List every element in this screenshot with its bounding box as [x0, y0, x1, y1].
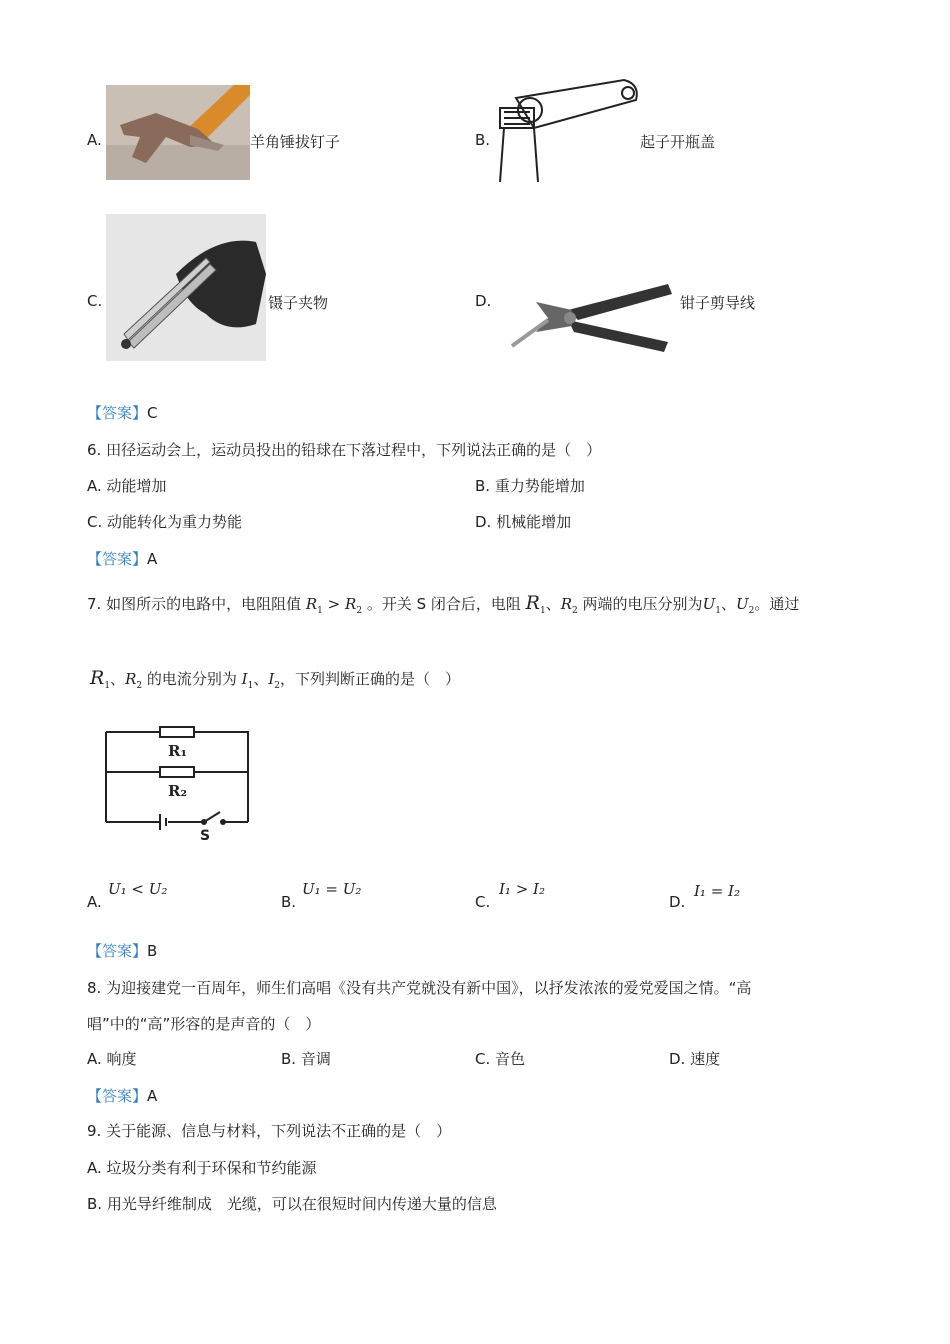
q7-option-d-letter: D.: [669, 893, 686, 911]
q8-option-d: D. 速度: [669, 1050, 721, 1068]
q7-answer: 【答案】B: [87, 942, 158, 960]
q7-option-a-expr: U₁ < U₂: [108, 880, 168, 898]
q6-answer: 【答案】A: [87, 550, 158, 568]
tweezers-icon: [106, 214, 266, 361]
q7-line2-end: ，下列判断正确的是（ ）: [280, 670, 461, 688]
q5-option-c-caption: 镊子夹物: [268, 294, 329, 312]
q7-line2: $R_1$、$R_2$ 的电流分别为 $I_1$、$I_2$，下列判断正确的是（ ）: [90, 667, 461, 691]
circuit-r1-label: R₁: [168, 742, 188, 760]
q6-stem: 6. 田径运动会上，运动员投出的铅球在下落过程中，下列说法正确的是（ ）: [87, 441, 602, 459]
q7-option-c-expr: I₁ > I₂: [499, 880, 545, 898]
q8-option-a: A. 响度: [87, 1050, 137, 1068]
hammer-icon: [106, 85, 250, 180]
q5-option-a-letter: A.: [87, 131, 102, 149]
q5-option-d-caption: 钳子剪导线: [680, 294, 756, 312]
q5-option-b-letter: B.: [475, 131, 491, 149]
circuit-diagram: [100, 722, 256, 844]
q7-option-c-letter: C.: [475, 893, 491, 911]
q5-answer: 【答案】C: [87, 404, 158, 422]
q8-answer: 【答案】A: [87, 1087, 158, 1105]
q7-line1-end: 。通过: [754, 595, 800, 613]
q9-stem: 9. 关于能源、信息与材料，下列说法不正确的是（ ）: [87, 1122, 452, 1140]
answer-value: C: [147, 404, 158, 422]
q8-option-c: C. 音色: [475, 1050, 526, 1068]
answer-label: 答案: [102, 404, 133, 422]
q7-option-a-letter: A.: [87, 893, 102, 911]
q7-line1-mid: 。开关 S 闭合后，电阻: [366, 595, 521, 613]
q6-option-c: C. 动能转化为重力势能: [87, 513, 243, 531]
q5-option-b-caption: 起子开瓶盖: [640, 133, 716, 151]
q7-option-b-letter: B.: [281, 893, 297, 911]
bottle-opener-icon: [494, 78, 644, 182]
q5-option-c-letter: C.: [87, 292, 103, 310]
q7-line1-start: 7. 如图所示的电路中，电阻阻值: [87, 595, 302, 613]
q9-option-a: A. 垃圾分类有利于环保和节约能源: [87, 1159, 317, 1177]
answer-value: A: [147, 1087, 158, 1105]
q8-line1: 8. 为迎接建党一百周年，师生们高唱《没有共产党就没有新中国》，以抒发浓浓的爱党爱国之情。“高: [87, 979, 752, 997]
q8-option-b: B. 音调: [281, 1050, 331, 1068]
q9-option-b: B. 用光导纤维制成 光缆，可以在很短时间内传递大量的信息: [87, 1195, 497, 1213]
answer-label: 答案: [102, 942, 133, 960]
answer-value: B: [147, 942, 158, 960]
q7-line1: 7. 如图所示的电路中，电阻阻值 $R_1 > R_2$ 。开关 S 闭合后，电阻 $R_1$、$R_2$ 两端的电压分别为$U_1$、$U_2$。通过: [87, 592, 800, 616]
circuit-switch-label: S: [200, 828, 211, 844]
answer-label: 答案: [102, 1087, 133, 1105]
q5-option-a-caption: 羊角锤拔钉子: [250, 133, 341, 151]
q5-option-d-letter: D.: [475, 292, 492, 310]
q7-option-d-expr: I₁ = I₂: [694, 882, 740, 900]
q6-option-d: D. 机械能增加: [475, 513, 572, 531]
pliers-icon: [508, 280, 676, 356]
q7-option-b-expr: U₁ = U₂: [302, 880, 362, 898]
answer-value: A: [147, 550, 158, 568]
q6-option-b: B. 重力势能增加: [475, 477, 585, 495]
q8-line2: 唱”中的“高”形容的是声音的（ ）: [87, 1015, 321, 1033]
circuit-r2-label: R₂: [168, 782, 188, 800]
q7-line1-mid2: 两端的电压分别为: [582, 595, 703, 613]
q6-option-a: A. 动能增加: [87, 477, 167, 495]
answer-label: 答案: [102, 550, 133, 568]
q7-line2-mid: 的电流分别为: [146, 670, 237, 688]
